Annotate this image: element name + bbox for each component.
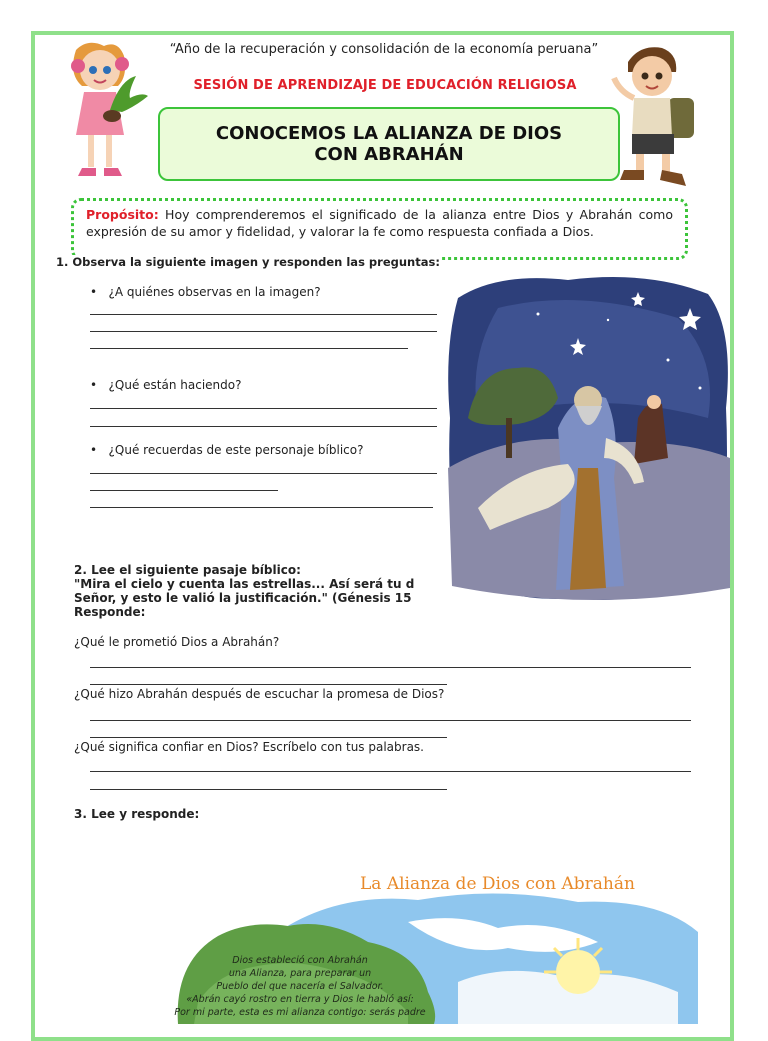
covenant-title: La Alianza de Dios con Abrahán [360, 874, 635, 894]
answer-line[interactable] [90, 720, 691, 721]
abraham-night-sky-illustration [438, 268, 738, 613]
question-1-3-text: ¿Qué recuerdas de este personaje bíblico? [108, 443, 364, 457]
lesson-title-line1: CONOCEMOS LA ALIANZA DE DIOS [215, 123, 563, 144]
bible-quote-line1: "Mira el cielo y cuenta las estrellas... Así será tu d [74, 577, 415, 591]
covenant-text-line: una Alianza, para preparar un [228, 968, 372, 979]
section2-heading: 2. Lee el siguiente pasaje bíblico: [74, 563, 301, 577]
session-title: SESIÓN DE APRENDIZAJE DE EDUCACIÓN RELIGIOSA [193, 78, 577, 93]
answer-line[interactable] [90, 737, 447, 738]
purpose-text: Hoy comprenderemos el significado de la alianza entre Dios y Abrahán como expresión de su amor y fidelidad, y valorar la fe como respuesta confiada a Dios. [86, 207, 673, 239]
answer-line[interactable] [90, 667, 691, 668]
question-1-2-text: ¿Qué están haciendo? [108, 378, 242, 392]
answer-line[interactable] [90, 331, 437, 332]
question-2-1: ¿Qué le prometió Dios a Abrahán? [74, 635, 280, 649]
covenant-text-line: Dios estableció con Abrahán [232, 955, 368, 966]
girl-with-plant-illustration [58, 40, 150, 185]
bullet-icon: • [90, 285, 98, 299]
purpose-label: Propósito: [86, 207, 159, 222]
question-1-1-text: ¿A quiénes observas en la imagen? [108, 285, 321, 299]
answer-line[interactable] [90, 490, 278, 491]
answer-line[interactable] [90, 426, 437, 427]
question-2-2: ¿Qué hizo Abrahán después de escuchar la promesa de Dios? [74, 687, 445, 701]
question-1-1 [90, 285, 321, 299]
lesson-title-line2: CON ABRAHÁN [314, 144, 464, 165]
covenant-text-line: Pueblo del que nacería el Salvador. [216, 981, 384, 992]
question-1-2 [90, 378, 241, 392]
answer-line[interactable] [90, 473, 437, 474]
answer-line[interactable] [90, 348, 408, 349]
bullet-icon: • [90, 378, 98, 392]
purpose-box [71, 198, 688, 260]
motto-text: “Año de la recuperación y consolidación de la economía peruana” [169, 42, 599, 57]
bible-quote-line2: Señor, y esto le valió la justificación." (Génesis 15 [74, 591, 412, 605]
boy-hiking-illustration [606, 42, 704, 190]
bullet-icon: • [90, 443, 98, 457]
section3-heading: 3. Lee y responde: [74, 807, 200, 821]
respond-label: Responde: [74, 605, 146, 619]
section1-heading: 1. Observa la siguiente imagen y responden las preguntas: [56, 255, 440, 269]
lesson-title-box [158, 107, 620, 181]
covenant-text-line: Por mi parte, esta es mi alianza contigo: serás padre [174, 1007, 426, 1018]
covenant-text [170, 954, 430, 1019]
covenant-text-line: «Abrán cayó rostro en tierra y Dios le habló así: [186, 994, 414, 1005]
answer-line[interactable] [90, 314, 437, 315]
answer-line[interactable] [90, 408, 437, 409]
answer-line[interactable] [90, 789, 447, 790]
covenant-illustration [78, 862, 718, 1024]
answer-line[interactable] [90, 771, 691, 772]
question-2-3: ¿Qué significa confiar en Dios? Escríbelo con tus palabras. [74, 740, 424, 754]
answer-line[interactable] [90, 684, 447, 685]
question-1-3 [90, 443, 363, 457]
answer-line[interactable] [90, 507, 433, 508]
